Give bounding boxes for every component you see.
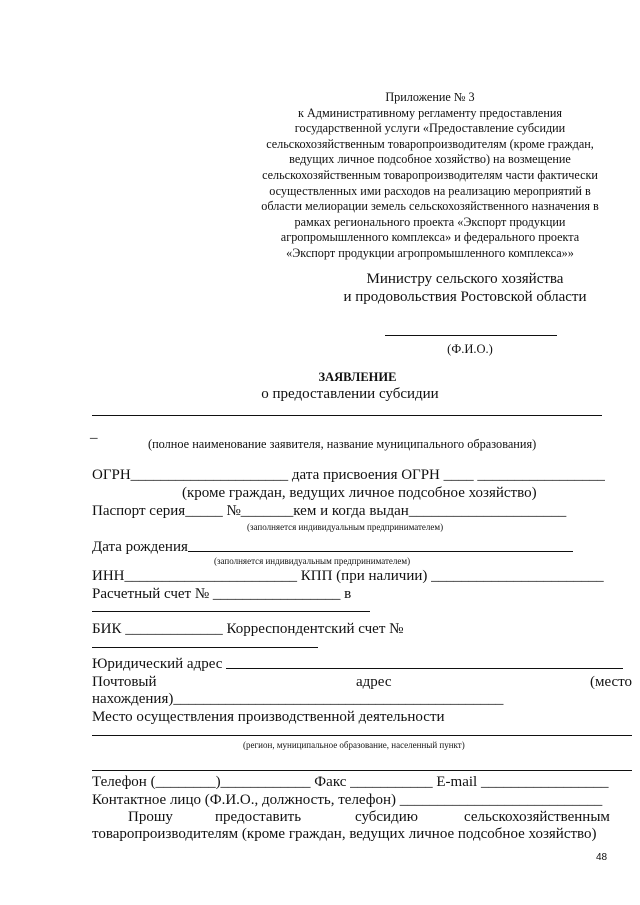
addressee-line-1: Министру сельского хозяйства	[366, 271, 564, 287]
addressee-line-2: и продовольствия Ростовской области	[343, 289, 587, 305]
appendix-line: рамках регионального проекта «Экспорт продукции	[294, 214, 566, 229]
request-word: Прошу	[128, 809, 173, 825]
addressee	[330, 270, 600, 306]
applicant-name-line[interactable]	[92, 415, 602, 416]
legal-address-line[interactable]	[226, 668, 623, 669]
appendix-line: к Административному регламенту предоставления	[298, 105, 562, 120]
request-word: сельскохозяйственным	[464, 809, 610, 825]
applicant-hint: (полное наименование заявителя, название муниципального образования)	[148, 437, 537, 451]
location-field[interactable]: нахождения)____________________________________________	[92, 691, 504, 707]
region-hint: (регион, муниципальное образование, населенный пункт)	[243, 740, 465, 750]
fio-label: (Ф.И.О.)	[447, 342, 493, 356]
birth-hint: (заполняется индивидуальным предпринимателем)	[214, 556, 411, 566]
bank-name-line[interactable]	[92, 611, 370, 612]
passport-field[interactable]: Паспорт серия_____ №_______кем и когда выдан_____________________	[92, 503, 567, 519]
ogrn-field[interactable]: ОГРН_____________________ дата присвоения ОГРН ____ _________________	[92, 467, 605, 483]
birth-date-label: Дата рождения	[92, 539, 188, 555]
passport-hint: (заполняется индивидуальным предпринимателем)	[247, 522, 444, 532]
request-line-2: товаропроизводителям (кроме граждан, ведущих личное подсобное хозяйство)	[92, 826, 597, 842]
appendix-line: «Экспорт продукции агропромышленного комплекса»»	[286, 245, 574, 260]
page-number: 48	[596, 852, 608, 863]
document-subtitle: о предоставлении субсидии	[261, 386, 439, 402]
request-word: предоставить	[215, 809, 302, 825]
document-title: ЗАЯВЛЕНИЕ	[318, 370, 397, 384]
postal-address-word: адрес	[356, 674, 392, 690]
appendix-line: сельскохозяйственным товаропроизводителям (кроме граждан,	[266, 136, 594, 151]
applicant-name-dash: _	[90, 425, 98, 441]
appendix-line: сельскохозяйственным товаропроизводителям части фактически	[262, 167, 598, 182]
contacts-field[interactable]: Телефон (________)____________ Факс ___________ E-mail _________________	[92, 774, 609, 790]
postal-location-word: (место	[590, 674, 633, 690]
appendix-header	[240, 90, 620, 262]
appendix-line: ведущих личное подсобное хозяйство) на возмещение	[289, 152, 571, 167]
appendix-line: осуществленных ими расходов на реализацию мероприятий в	[269, 183, 591, 198]
ogrn-note: (кроме граждан, ведущих личное подсобное хозяйство)	[182, 485, 537, 501]
birth-date-line[interactable]	[188, 551, 573, 552]
appendix-line: области мелиорации земель сельскохозяйственного назначения в	[261, 199, 599, 214]
appendix-line: государственной услуги «Предоставление субсидии	[294, 121, 566, 136]
request-word: субсидию	[355, 809, 418, 825]
postal-label: Почтовый	[92, 674, 157, 690]
appendix-line: агропромышленного комплекса» и федерального проекта	[280, 230, 580, 245]
appendix-line: Приложение № 3	[385, 90, 475, 104]
legal-address-label: Юридический адрес	[92, 656, 223, 672]
fio-signature-line[interactable]	[385, 335, 557, 336]
production-place-line[interactable]	[92, 735, 632, 736]
corr-account-line[interactable]	[92, 647, 318, 648]
bik-field[interactable]: БИК _____________ Корреспондентский счет №	[92, 621, 404, 637]
inn-kpp-field[interactable]: ИНН_______________________ КПП (при наличии) _______________________	[92, 568, 604, 584]
contact-person-field[interactable]: Контактное лицо (Ф.И.О., должность, телефон) ___________________________	[92, 792, 603, 808]
account-field[interactable]: Расчетный счет № _________________ в	[92, 586, 352, 602]
production-place-line-2[interactable]	[92, 770, 632, 771]
production-place-label: Место осуществления производственной деятельности	[92, 709, 445, 725]
